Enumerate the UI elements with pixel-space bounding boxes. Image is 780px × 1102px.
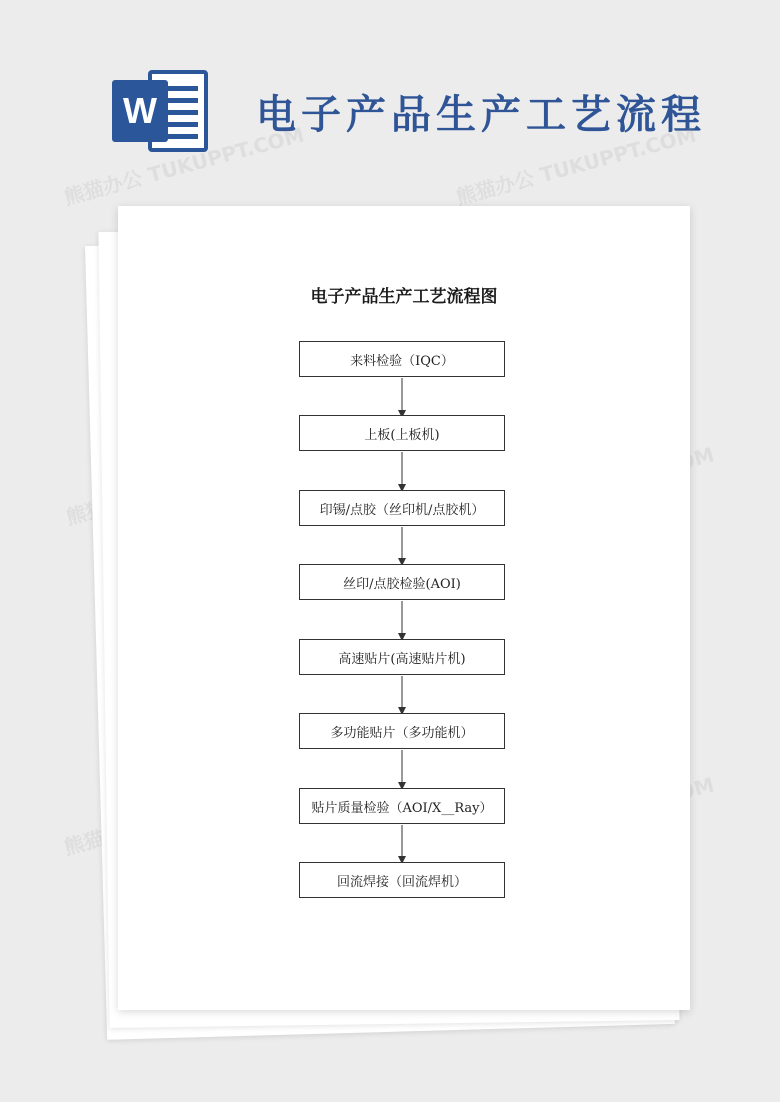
flow-step: 贴片质量检验（AOI/X__Ray） bbox=[299, 788, 505, 824]
flow-step: 丝印/点胶检验(AOI) bbox=[299, 564, 505, 600]
header-title: 电子产品生产工艺流程 bbox=[256, 92, 706, 138]
flow-step: 多功能贴片（多功能机） bbox=[299, 713, 505, 749]
word-logo-icon bbox=[110, 68, 208, 154]
flow-step: 印锡/点胶（丝印机/点胶机） bbox=[299, 490, 505, 526]
watermark: 熊猫办公 TUKUPPT.COM bbox=[61, 122, 307, 210]
document-title: 电子产品生产工艺流程图 bbox=[310, 287, 498, 307]
logo-letter: W bbox=[123, 90, 157, 131]
watermark: 熊猫办公 TUKUPPT.COM bbox=[453, 122, 699, 210]
flow-step: 上板(上板机) bbox=[299, 415, 505, 451]
flow-step: 来料检验（IQC） bbox=[299, 341, 505, 377]
flow-step: 高速贴片(高速贴片机) bbox=[299, 639, 505, 675]
flow-step: 回流焊接（回流焊机） bbox=[299, 862, 505, 898]
document-page bbox=[118, 206, 690, 1010]
